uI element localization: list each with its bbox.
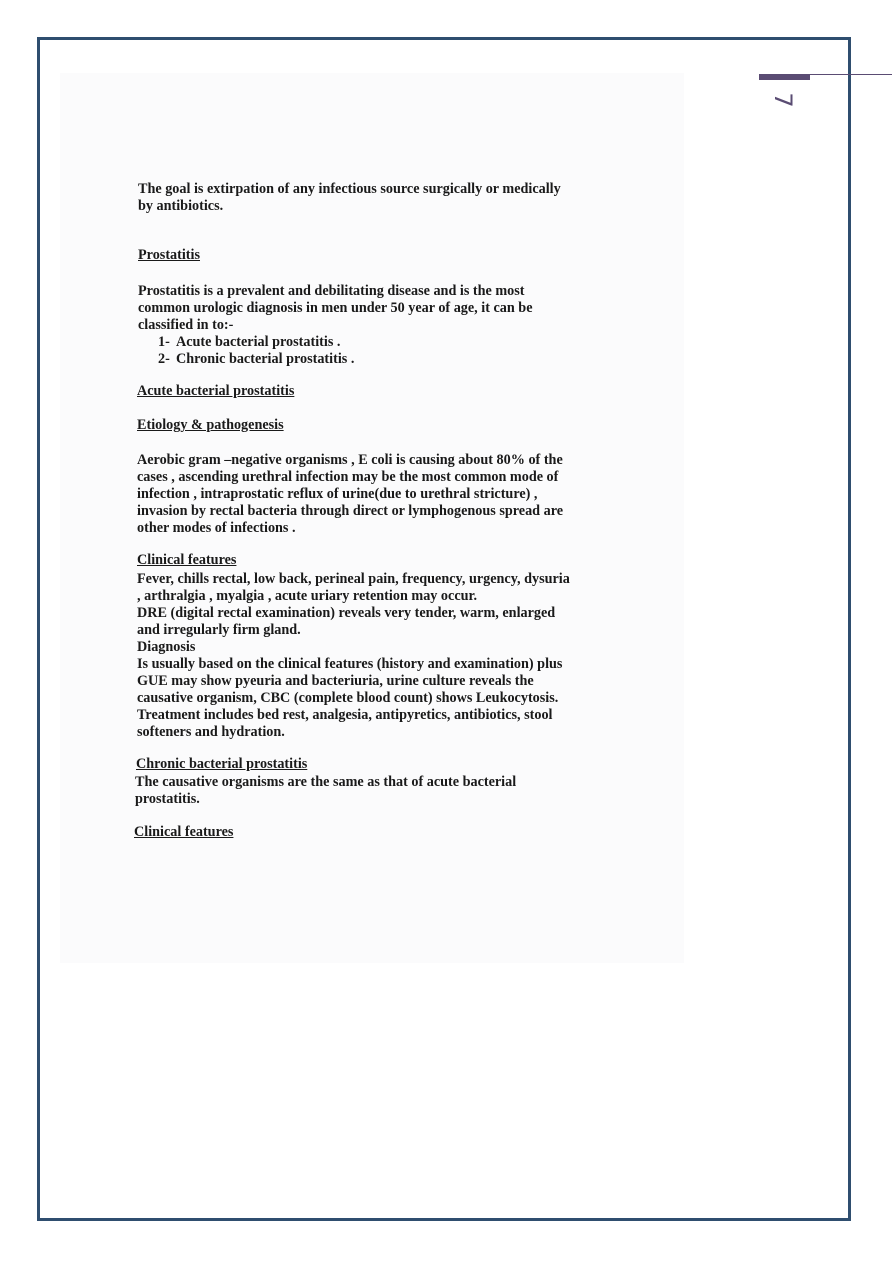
text-line: , arthralgia , myalgia , acute uriary retention may occur. <box>137 588 478 604</box>
text-line: GUE may show pyeuria and bacteriuria, urine culture reveals the <box>137 673 534 689</box>
list-text: Chronic bacterial prostatitis . <box>176 351 355 367</box>
text-line: by antibiotics. <box>138 198 224 214</box>
page-number-rule <box>810 74 892 75</box>
text-line: Prostatitis is a prevalent and debilitating disease and is the most <box>138 283 525 299</box>
text-line: infection , intraprostatic reflux of urine(due to urethral stricture) , <box>137 486 538 502</box>
text-line: cases , ascending urethral infection may be the most common mode of <box>137 469 559 485</box>
page-number-bar <box>759 74 810 80</box>
text-line: Diagnosis <box>137 639 196 655</box>
text-line: causative organism, CBC (complete blood count) shows Leukocytosis. <box>137 690 559 706</box>
list-number: 2- <box>158 351 170 367</box>
chronic-paragraph <box>135 774 516 808</box>
list-item <box>138 334 533 351</box>
etiology-heading: Etiology & pathogenesis <box>137 417 284 433</box>
text-line: common urologic diagnosis in men under 50 year of age, it can be <box>138 300 533 316</box>
list-item <box>138 351 533 368</box>
text-line: classified in to:- <box>138 317 234 333</box>
text-line: prostatitis. <box>135 791 200 807</box>
text-line: Aerobic gram –negative organisms , E coli is causing about 80% of the <box>137 452 563 468</box>
list-text: Acute bacterial prostatitis . <box>176 334 341 350</box>
text-line: and irregularly firm gland. <box>137 622 301 638</box>
text-line: invasion by rectal bacteria through direct or lymphogenous spread are <box>137 503 564 519</box>
prostatitis-paragraph <box>138 283 533 368</box>
text-line: other modes of infections . <box>137 520 296 536</box>
etiology-paragraph <box>137 452 563 537</box>
prostatitis-heading: Prostatitis <box>138 247 200 263</box>
chronic-heading: Chronic bacterial prostatitis <box>136 756 308 772</box>
text-line: Fever, chills rectal, low back, perineal pain, frequency, urgency, dysuria <box>137 571 570 587</box>
intro-paragraph <box>138 181 561 215</box>
clinical-features-heading: Clinical features <box>137 552 237 568</box>
text-line: DRE (digital rectal examination) reveals very tender, warm, enlarged <box>137 605 556 621</box>
text-line: Is usually based on the clinical features (history and examination) plus <box>137 656 563 672</box>
text-line: softeners and hydration. <box>137 724 285 740</box>
text-line: The causative organisms are the same as that of acute bacterial <box>135 774 517 790</box>
acute-heading: Acute bacterial prostatitis <box>137 383 295 399</box>
text-line: The goal is extirpation of any infectious source surgically or medically <box>138 181 561 197</box>
list-number: 1- <box>158 334 170 350</box>
clinical-features-paragraph <box>137 571 570 741</box>
text-line: Treatment includes bed rest, analgesia, antipyretics, antibiotics, stool <box>137 707 553 723</box>
page-number: 7 <box>769 92 797 108</box>
chronic-clinical-heading: Clinical features <box>134 824 234 840</box>
